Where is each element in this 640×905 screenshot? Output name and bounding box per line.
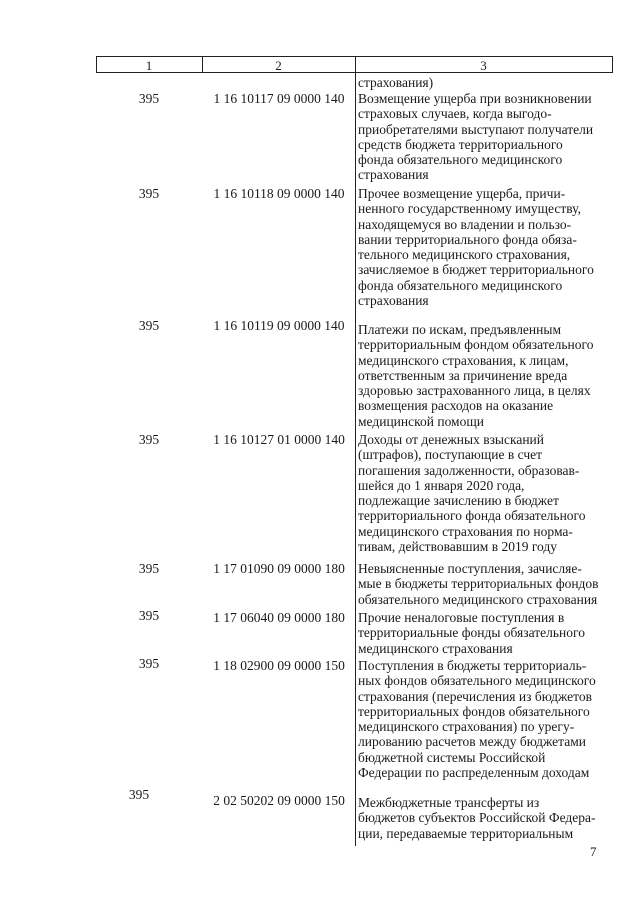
row-8-budget-code: 2 02 50202 09 0000 150 [213,793,345,808]
text-line: (штрафов), поступающие в счет [358,447,543,463]
text-line: приобретателями выступают получатели [358,121,594,137]
text-line: территориальных фондов обязательного [358,703,590,719]
text-line: Доходы от денежных взысканий [358,432,544,447]
text-line: территориального фонда обязательного [358,508,586,524]
row-8-admin-code: 395 [128,787,150,802]
row-8-description [358,795,610,841]
text-line: фонда обязательного медицинского [358,152,563,168]
text-line: Федерации по распределенным доходам [358,765,590,781]
row-4-budget-code: 1 16 10127 01 0000 140 [213,432,345,447]
text-line: шейся до 1 января 2020 года, [358,477,525,493]
text-line: страхования) [358,75,434,90]
row-4-admin-code: 395 [138,432,160,447]
text-line: Прочее возмещение ущерба, причи- [358,186,566,201]
text-line: Платежи по искам, предъявленным [358,322,561,337]
text-line: медицинского страхования [358,640,513,656]
header-col-1: 1 [145,58,153,73]
row-1-budget-code: 1 16 10117 09 0000 140 [213,91,345,106]
text-line: ных фондов обязательного медицинского [358,673,596,689]
text-line: медицинской помощи [358,413,484,429]
text-line: средств бюджета территориального [358,136,563,152]
text-line: Прочие неналоговые поступления в [358,610,565,625]
row-0-description [358,75,610,90]
text-line: тельного медицинского страхования, [358,247,571,263]
row-7-admin-code: 395 [138,656,160,671]
text-line: медицинского страхования по норма- [358,523,573,539]
text-line: страховых случаев, когда выгодо- [358,106,552,122]
row-3-admin-code: 395 [138,318,160,333]
text-line: медицинского страхования) по урегу- [358,719,575,735]
text-line: страхования [358,293,429,309]
row-2-budget-code: 1 16 10118 09 0000 140 [213,186,345,201]
row-6-admin-code: 395 [138,608,160,623]
text-line: ответственным за причинение вреда [358,367,568,383]
row-4-description [358,432,610,554]
text-line: ненного государственному имуществу, [358,201,581,217]
row-2-description [358,186,610,308]
row-5-description [358,561,610,607]
page-number: 7 [590,844,597,859]
row-6-description [358,610,610,656]
text-line: фонда обязательного медицинского [358,277,563,293]
text-line: обязательного медицинского страхования [358,591,598,607]
text-line: территориальные фонды обязательного [358,625,585,641]
text-line: погашения задолженности, образовав- [358,462,580,478]
row-3-description [358,322,610,429]
text-line: находящемуся во владении и пользо- [358,216,572,232]
text-line: медицинского страхования, к лицам, [358,352,569,368]
text-line: здоровью застрахованного лица, в целях [358,383,591,399]
text-line: зачисляемое в бюджет территориального [358,262,594,278]
text-line: Возмещение ущерба при возникновении [358,91,592,106]
row-5-budget-code: 1 17 01090 09 0000 180 [213,561,345,576]
row-7-description [358,658,610,780]
row-3-budget-code: 1 16 10119 09 0000 140 [213,318,345,333]
text-line: мые в бюджеты территориальных фондов [358,576,599,592]
header-col-2: 2 [275,58,282,73]
row-1-description [358,91,610,183]
row-5-admin-code: 395 [138,561,160,576]
text-line: лированию расчетов между бюджетами [358,734,586,750]
text-line: Межбюджетные трансферты из [358,795,540,810]
text-line: подлежащие зачислению в бюджет [358,493,559,509]
table-right-border [612,56,613,72]
header-col-3: 3 [480,58,487,73]
text-line: ции, передаваемые территориальным [358,825,574,841]
row-6-budget-code: 1 17 06040 09 0000 180 [213,610,345,625]
column-divider-2 [355,56,356,846]
text-line: вании территориального фонда обяза- [358,231,577,247]
text-line: возмещения расходов на оказание [358,398,554,414]
text-line: территориальным фондом обязательного [358,337,594,353]
text-line: Поступления в бюджеты территориаль- [358,658,587,673]
row-2-admin-code: 395 [138,186,160,201]
text-line: страхования [358,167,429,183]
text-line: бюджетной системы Российской [358,749,546,765]
text-line: страхования (перечисления из бюджетов [358,688,592,704]
text-line: бюджетов субъектов Российской Федера- [358,810,596,826]
text-line: тивам, действовавшим в 2019 году [358,539,558,555]
text-line: Невыясненные поступления, зачисляе- [358,561,582,576]
row-1-admin-code: 395 [138,91,160,106]
row-7-budget-code: 1 18 02900 09 0000 150 [213,658,345,673]
